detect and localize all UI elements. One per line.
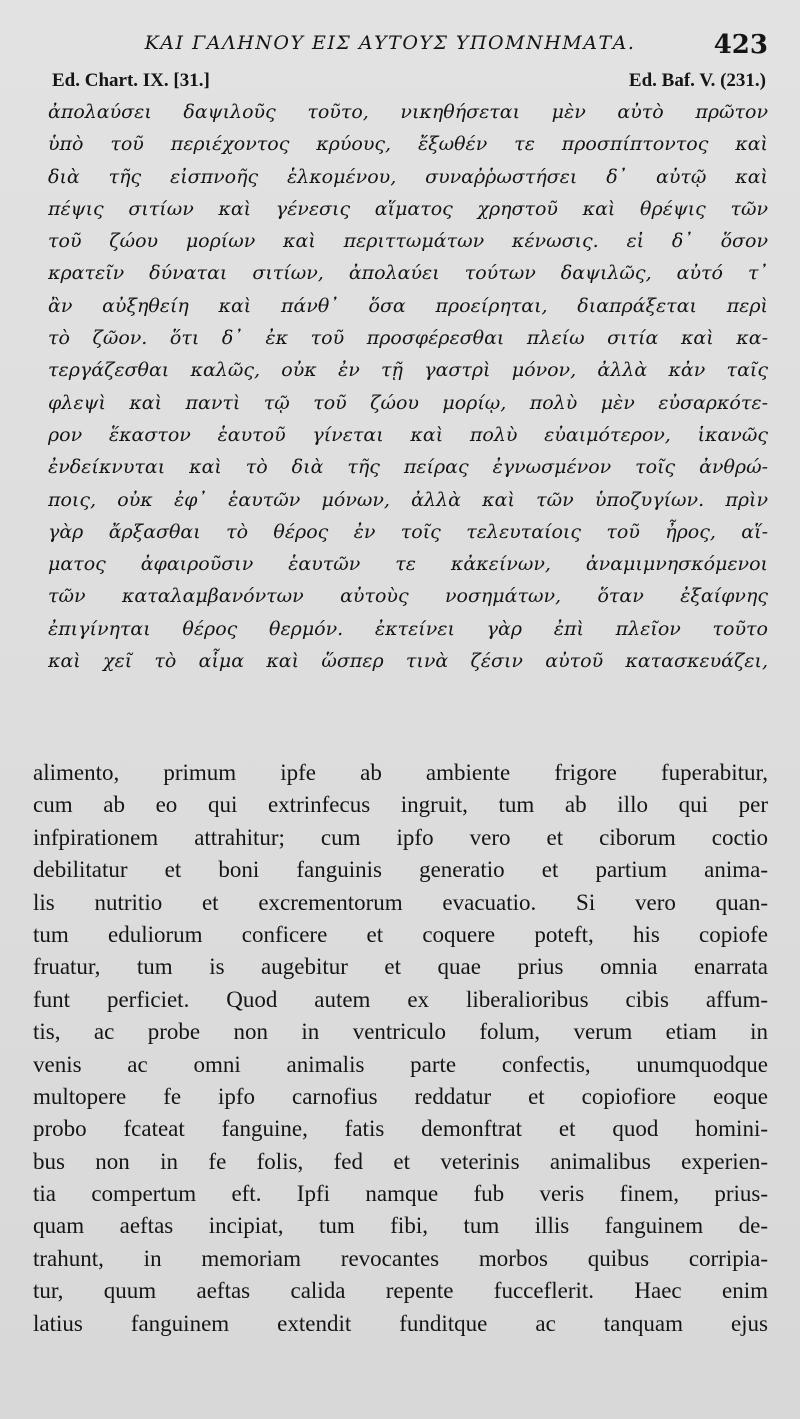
latin-line: multopere fe ipfo carnofius reddatur et copiofiore eoque [33,1083,768,1109]
latin-line: alimento, primum ipfe ab ambiente frigore fuperabitur, [33,760,768,785]
edition-basel-reference: Ed. Baf. V. (231.) [628,70,766,91]
greek-line: ἀπολαύσει δαψιλοῦς τοῦτο, νικηθήσεται μὲν αὐτὸ πρῶτον [48,101,768,123]
latin-line: funt perficiet. Quod autem ex liberalioribus cibis affum- [33,986,768,1012]
latin-line: tia compertum eft. Ipfi namque fub veris finem, prius- [33,1181,768,1207]
greek-line: ἐπιγίνηται θέρος θερμόν. ἐκτείνει γὰρ ἐπὶ πλεῖον τοῦτο [48,617,768,640]
latin-line: infpirationem attrahitur; cum ipfo vero et ciborum coctio [33,824,768,850]
latin-line: lis nutritio et excrementorum evacuatio. Si vero quan- [33,889,768,915]
latin-line: fruatur, tum is augebitur et quae prius omnia enarrata [33,954,768,980]
latin-line: debilitatur et boni fanguinis generatio et partium anima- [33,857,768,883]
latin-line: bus non in fe folis, fed et veterinis animalibus experien- [33,1148,768,1174]
latin-line: trahunt, in memoriam revocantes morbos quibus corripia- [33,1245,768,1271]
latin-line: tum eduliorum conficere et coquere poteft, his copiofe [33,921,768,947]
greek-line: διὰ τῆς εἰσπνοῆς ἑλκομένου, συναῤῥωστήσει δ᾽ αὐτῷ καὶ [48,165,768,188]
edition-references [0,70,800,96]
latin-line: venis ac omni animalis parte confectis, unumquodque [33,1051,768,1077]
running-head [0,30,800,66]
greek-line: τὸ ζῶον. ὅτι δ᾽ ἐκ τοῦ προσφέρεσθαι πλείω σιτία καὶ κα- [48,327,768,350]
greek-line: τοῦ ζώου μορίων καὶ περιττωμάτων κένωσις. εἰ δ᾽ ὅσον [48,230,768,253]
greek-line: ἂν αὐξηθείη καὶ πάνθ᾽ ὅσα προείρηται, διαπράξεται περὶ [48,294,768,317]
latin-line: tis, ac probe non in ventriculo folum, verum etiam in [33,1019,768,1045]
latin-line: latius fanguinem extendit funditque ac tanquam ejus [33,1310,768,1336]
latin-line: tur, quum aeftas calida repente fucceflerit. Haec enim [33,1278,768,1304]
greek-line: ὑπὸ τοῦ περιέχοντος κρύους, ἔξωθέν τε προσπίπτοντος καὶ [48,133,768,156]
page-number: 423 [713,30,768,60]
greek-line: καὶ χεῖ τὸ αἷμα καὶ ὥσπερ τινὰ ζέσιν αὐτοῦ κατασκευάζει, [48,650,768,673]
greek-line: τεργάζεσθαι καλῶς, οὐκ ἐν τῇ γαστρὶ μόνον, ἀλλὰ κἀν ταῖς [48,359,768,382]
greek-text-block [48,96,768,677]
greek-line: ματος ἀφαιροῦσιν ἑαυτῶν τε κἀκείνων, ἀναμιμνησκόμενοι [48,553,768,576]
latin-line: probo fcateat fanguine, fatis demonftrat et quod homini- [33,1116,768,1142]
running-title: ΚΑΙ ΓΑΛΗΝΟΥ ΕΙΣ ΑΥΤΟΥΣ ΥΠΟΜΝΗΜΑΤΑ. [144,32,636,54]
latin-line: quam aeftas incipiat, tum fibi, tum illis fanguinem de- [33,1213,768,1239]
latin-line: cum ab eo qui extrinfecus ingruit, tum ab illo qui per [33,792,768,818]
greek-line: φλεψὶ καὶ παντὶ τῷ τοῦ ζώου μορίῳ, πολὺ μὲν εὐσαρκότε- [48,391,768,414]
latin-text-block [33,757,768,1340]
edition-chartier-reference: Ed. Chart. IX. [31.] [52,70,210,91]
greek-line: ρον ἕκαστον ἑαυτοῦ γίνεται καὶ πολὺ εὐαιμότερον, ἱκανῶς [48,423,768,446]
greek-line: κρατεῖν δύναται σιτίων, ἀπολαύει τούτων δαψιλῶς, αὐτό τ᾽ [48,262,768,285]
greek-line: γὰρ ἄρξασθαι τὸ θέρος ἐν τοῖς τελευταίοις τοῦ ἦρος, αἵ- [48,520,768,543]
greek-line: πέψις σιτίων καὶ γένεσις αἵματος χρηστοῦ καὶ θρέψις τῶν [48,197,768,220]
greek-line: ποις, οὐκ ἐφ᾽ ἑαυτῶν μόνων, ἀλλὰ καὶ τῶν ὑποζυγίων. πρὶν [48,488,768,511]
greek-line: ἐνδείκνυται καὶ τὸ διὰ τῆς πείρας ἐγνωσμένον τοῖς ἀνθρώ- [48,456,768,479]
greek-line: τῶν καταλαμβανόντων αὐτοὺς νοσημάτων, ὅταν ἐξαίφνης [48,585,768,608]
